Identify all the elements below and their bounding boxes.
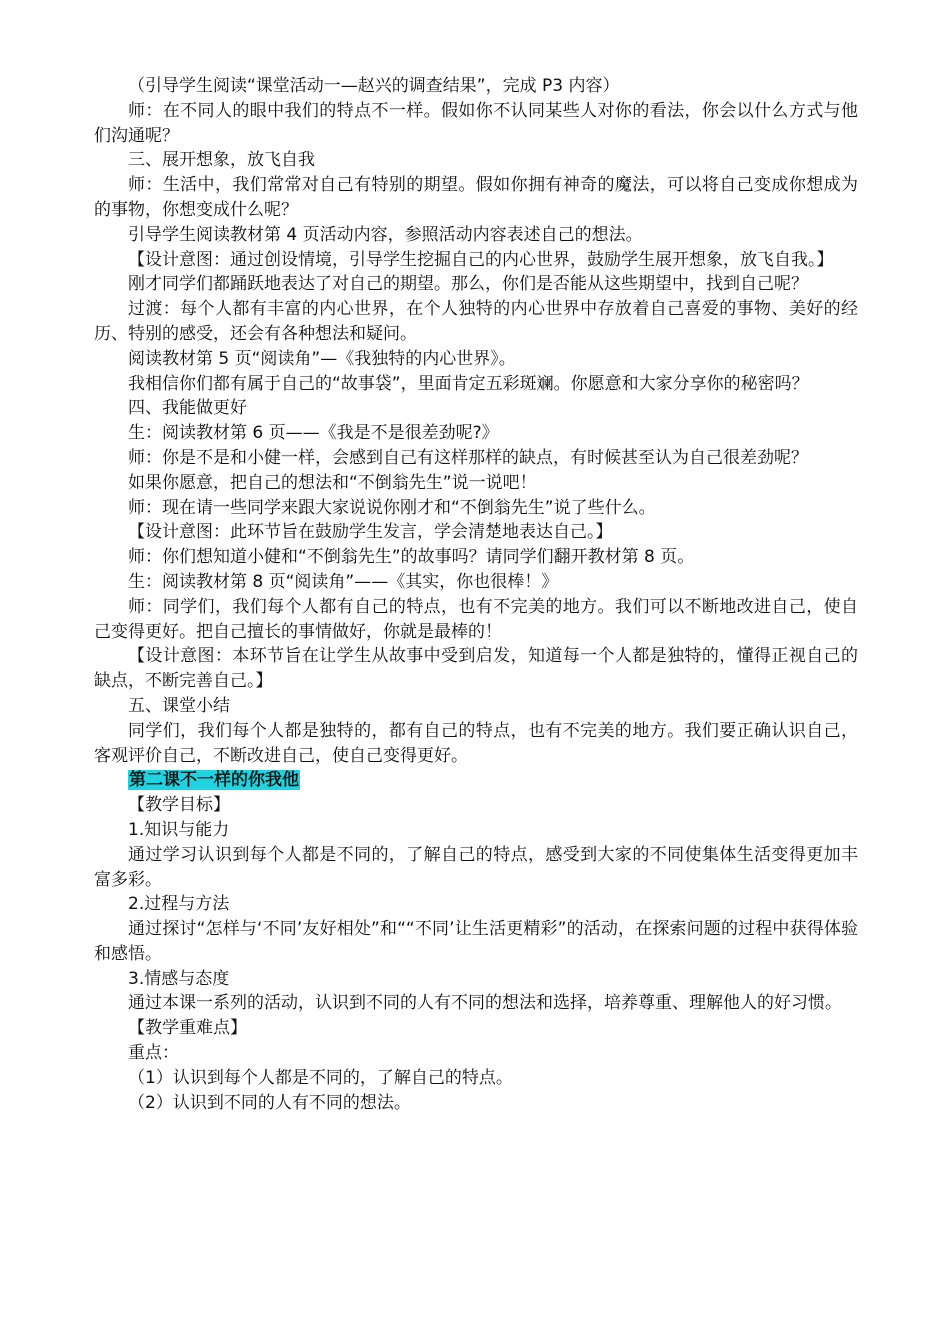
section-heading: 五、课堂小结 (128, 695, 230, 716)
paragraph: 师：现在请一些同学来跟大家说说你刚才和“不倒翁先生”说了些什么。 (128, 497, 656, 518)
design-intent-note: 【设计意图：本环节旨在让学生从故事中受到启发，知道每一个人都是独特的，懂得正视自己的缺点，不断完善自己。】 (94, 646, 858, 692)
paragraph: 同学们，我们每个人都是独特的，都有自己的特点，也有不完美的地方。我们要正确认识自己，客观评价自己，不断改进自己，使自己变得更好。 (94, 720, 858, 766)
section-heading: 【教学目标】 (128, 795, 230, 816)
paragraph: 生：阅读教材第 8 页“阅读角”——《其实，你也很棒！》 (128, 571, 559, 592)
list-item: （1）认识到每个人都是不同的，了解自己的特点。 (128, 1067, 513, 1088)
paragraph: 通过探讨“怎样与‘不同’友好相处”和““不同’让生活更精彩”的活动，在探索问题的过程中获得体验和感悟。 (94, 919, 858, 964)
document-page (94, 74, 858, 1115)
subsection-heading: 1.知识与能力 (128, 819, 230, 840)
lesson-title-highlight: 第二课不一样的你我他 (129, 770, 299, 791)
paragraph: 师：你是不是和小健一样，会感到自己有这样那样的缺点，有时候甚至认为自己很差劲呢？ (128, 447, 808, 468)
paragraph: 过渡：每个人都有丰富的内心世界，在个人独特的内心世界中存放着自己喜爱的事物、美好的经历、特别的感受，还会有各种想法和疑问。 (94, 299, 858, 344)
paragraph: （引导学生阅读“课堂活动一—赵兴的调查结果”，完成 P3 内容） (128, 76, 620, 96)
paragraph: 阅读教材第 5 页“阅读角”—《我独特的内心世界》。 (128, 348, 516, 369)
section-heading: 【教学重难点】 (128, 1018, 247, 1039)
paragraph: 师：你们想知道小健和“不倒翁先生”的故事吗？请同学们翻开教材第 8 页。 (128, 547, 695, 568)
paragraph: 师：在不同人的眼中我们的特点不一样。假如你不认同某些人对你的看法，你会以什么方式与他们沟通呢？ (94, 100, 858, 146)
paragraph: 生：阅读教材第 6 页——《我是不是很差劲呢?》 (128, 423, 499, 444)
section-heading: 三、展开想象，放飞自我 (128, 150, 315, 171)
subsection-heading: 2.过程与方法 (128, 894, 230, 915)
paragraph: 师：生活中，我们常常对自己有特别的期望。假如你拥有神奇的魔法，可以将自己变成你想成为的事物，你想变成什么呢？ (94, 175, 858, 220)
paragraph: 刚才同学们都踊跃地表达了对自己的期望。那么，你们是否能从这些期望中，找到自己呢？ (128, 274, 808, 295)
list-item: （2）认识到不同的人有不同的想法。 (128, 1092, 411, 1113)
design-intent-note: 【设计意图：通过创设情境，引导学生挖掘自己的内心世界，鼓励学生展开想象，放飞自我。】 (128, 249, 834, 270)
paragraph: 师：同学们，我们每个人都有自己的特点，也有不完美的地方。我们可以不断地改进自己，使自己变得更好。把自己擅长的事情做好，你就是最棒的！ (94, 596, 858, 642)
paragraph: 我相信你们都有属于自己的“故事袋”，里面肯定五彩斑斓。你愿意和大家分享你的秘密吗？ (128, 373, 809, 394)
paragraph: 通过本课一系列的活动，认识到不同的人有不同的想法和选择，培养尊重、理解他人的好习惯。 (128, 993, 842, 1014)
paragraph: 引导学生阅读教材第 4 页活动内容，参照活动内容表述自己的想法。 (128, 224, 643, 245)
subsection-heading: 3.情感与态度 (128, 968, 230, 989)
paragraph: 重点： (128, 1043, 179, 1064)
section-heading: 四、我能做更好 (128, 398, 247, 419)
design-intent-note: 【设计意图：此环节旨在鼓励学生发言，学会清楚地表达自己。】 (128, 522, 613, 543)
paragraph: 如果你愿意，把自己的想法和“不倒翁先生”说一说吧！ (128, 472, 537, 493)
paragraph: 通过学习认识到每个人都是不同的，了解自己的特点，感受到大家的不同使集体生活变得更加丰富多彩。 (94, 844, 858, 890)
lesson-title (94, 768, 858, 793)
